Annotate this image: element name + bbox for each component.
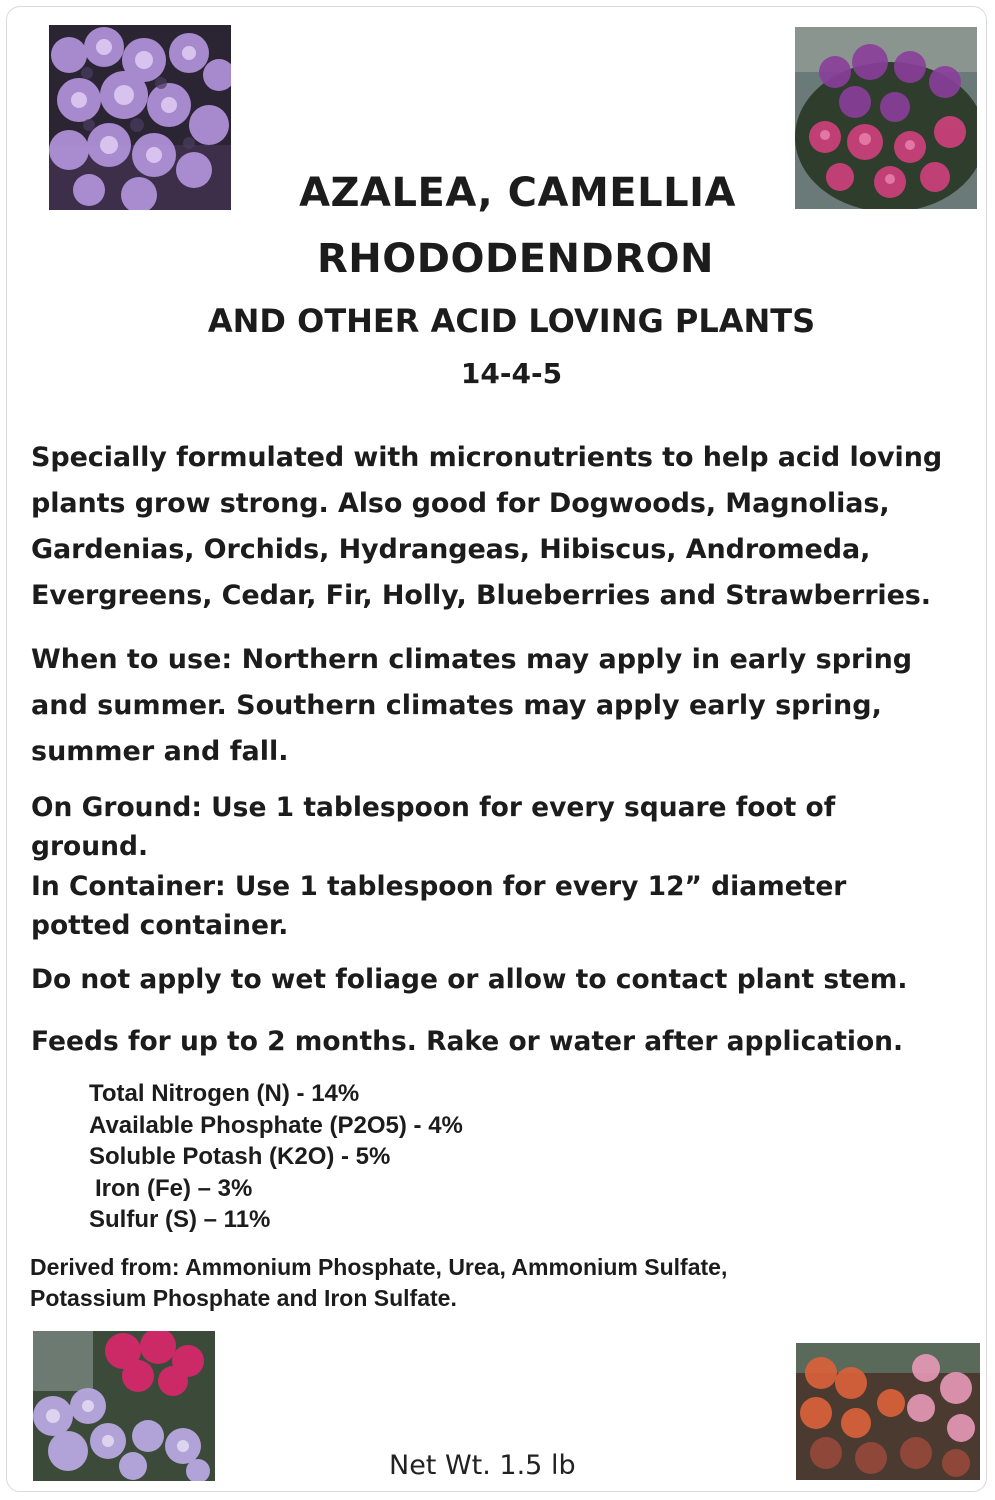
iron-value: Iron (Fe) – 3% <box>95 1174 253 1202</box>
derived-line: Derived from: Ammonium Phosphate, Urea, Ammonium Sulfate, <box>30 1254 728 1280</box>
on-ground-line: On Ground: Use 1 tablespoon for every square foot of <box>31 792 836 823</box>
npk-formula: 14-4-5 <box>460 357 563 390</box>
feeding-duration-text: Feeds for up to 2 months. Rake or water after application. <box>31 1026 904 1057</box>
derived-from-text <box>30 1252 970 1314</box>
in-container-line: potted container. <box>31 910 289 941</box>
description-line: Specially formulated with micronutrients to help acid loving <box>31 442 943 473</box>
mixed-azalea-image <box>33 1331 215 1481</box>
on-ground-instructions <box>31 788 981 866</box>
coral-azalea-image <box>796 1343 980 1480</box>
in-container-line: In Container: Use 1 tablespoon for every 12” diameter <box>31 871 847 902</box>
caution-text: Do not apply to wet foliage or allow to contact plant stem. <box>31 964 908 995</box>
on-ground-line: ground. <box>31 831 149 862</box>
nitrogen-value: Total Nitrogen (N) - 14% <box>89 1080 360 1107</box>
description-line: Gardenias, Orchids, Hydrangeas, Hibiscus, Andromeda, <box>31 534 871 565</box>
mixed-azalea-photo <box>33 1331 215 1481</box>
description-line: plants grow strong. Also good for Dogwoods, Magnolias, <box>31 488 890 519</box>
phosphate-value: Available Phosphate (P2O5) - 4% <box>89 1111 463 1139</box>
product-subtitle: AND OTHER ACID LOVING PLANTS <box>207 302 816 340</box>
when-to-use-line: and summer. Southern climates may apply early spring, <box>31 690 882 721</box>
when-to-use-line: summer and fall. <box>31 736 289 767</box>
product-title-line-2: RHODODENDRON <box>317 236 714 282</box>
derived-line: Potassium Phosphate and Iron Sulfate. <box>30 1285 457 1311</box>
potash-value: Soluble Potash (K2O) - 5% <box>89 1143 391 1170</box>
in-container-instructions <box>31 867 981 945</box>
coral-azalea-photo <box>796 1343 980 1480</box>
net-weight: Net Wt. 1.5 lb <box>389 1450 576 1481</box>
description-line: Evergreens, Cedar, Fir, Holly, Blueberries and Strawberries. <box>31 580 931 611</box>
sulfur-value: Sulfur (S) – 11% <box>89 1206 271 1233</box>
description-paragraph <box>31 435 981 619</box>
product-title-line-1: AZALEA, CAMELLIA <box>299 170 736 216</box>
when-to-use-line: When to use: Northern climates may apply in early spring <box>31 644 913 675</box>
when-to-use-paragraph <box>31 637 981 775</box>
guaranteed-analysis <box>89 1078 689 1236</box>
